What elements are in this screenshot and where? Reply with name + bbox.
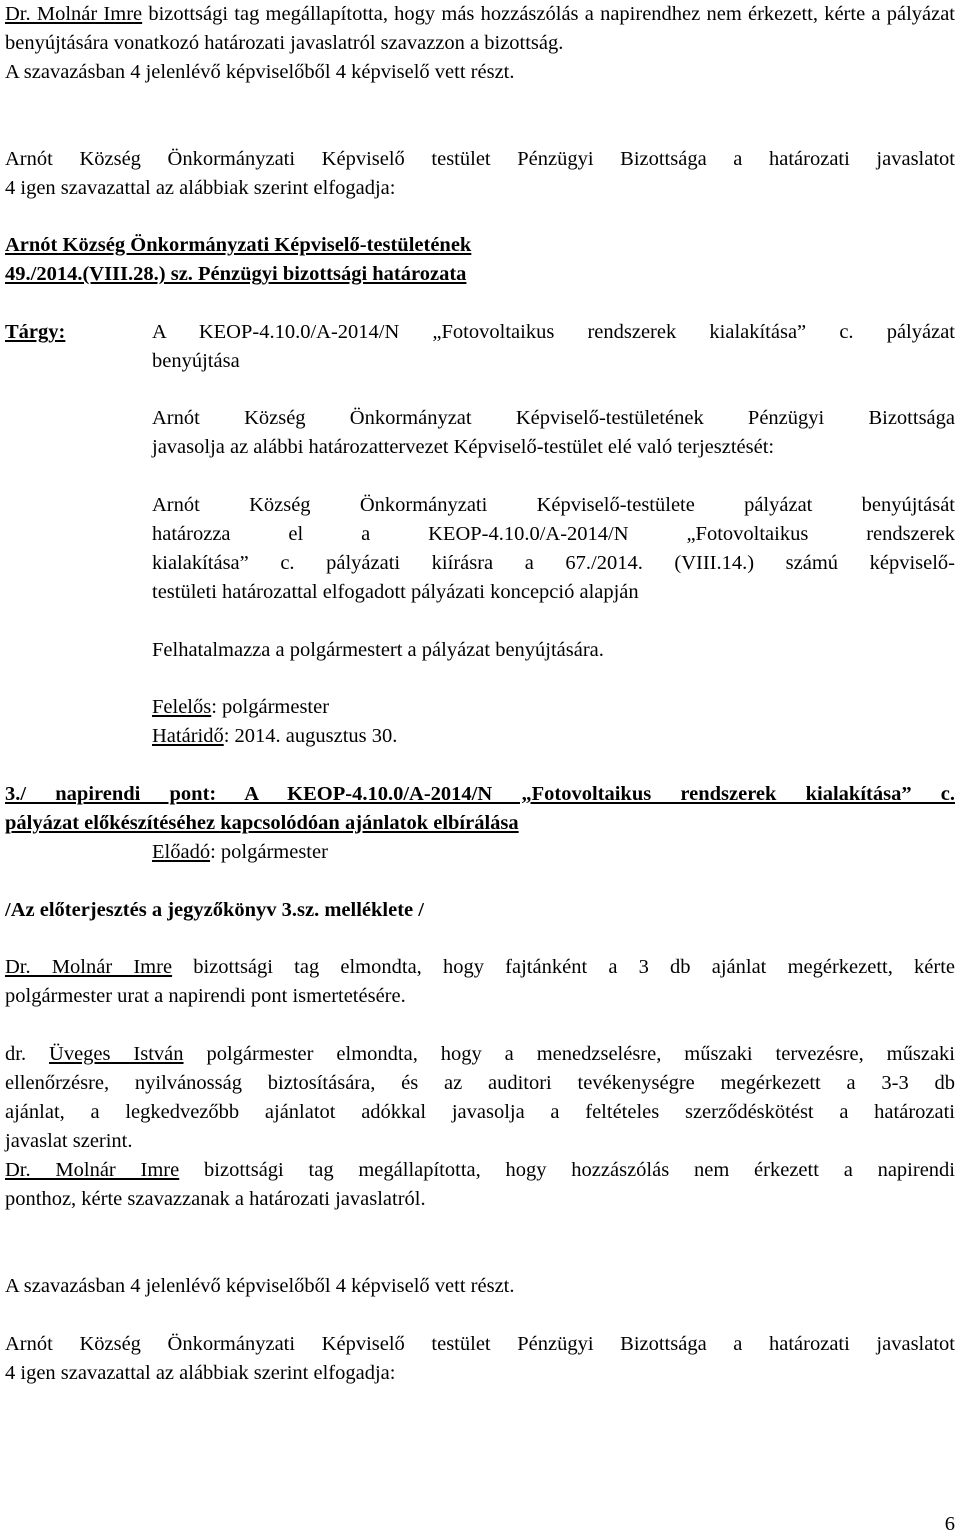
- paragraph-uveges: dr. Üveges István polgármester elmondta, hogy a menedzselésre, műszaki tervezésre, műszaki ellenőrzésre, nyilvánosság biztosítására, és az auditori tevékenységre megérkezett a 3-3 db ajánlat, a legkedvezőbb ajánlatot adókkal javasolja a feltételes szerződéskötést a határozati javaslat szerint.: [5, 1043, 955, 1152]
- subject-label: Tárgy:: [5, 321, 66, 343]
- acceptance-statement-1: [5, 145, 955, 203]
- acceptance-line-2: 4 igen szavazattal az alábbiak szerint elfogadja:: [5, 1362, 396, 1384]
- paragraph-molnar-1: [5, 0, 955, 58]
- vote-statement-1: A szavazásban 4 jelenlévő képviselőből 4 képviselő vett részt.: [5, 61, 515, 83]
- recommendation-line-1: Arnót Község Önkormányzat Képviselő-testületének Pénzügyi Bizottsága: [152, 407, 955, 429]
- resolution-heading: [5, 231, 955, 289]
- responsibility-block: [152, 693, 955, 751]
- acceptance-line-1: Arnót Község Önkormányzati Képviselő testület Pénzügyi Bizottsága a határozati javaslatot: [5, 148, 955, 170]
- page-number: 6: [944, 1513, 955, 1535]
- speaker-name: Üveges István: [49, 1043, 184, 1065]
- deadline-line: Határidő: 2014. augusztus 30.: [152, 725, 398, 747]
- recommendation-line-2: javasolja az alábbi határozattervezet Képviselő-testület elé való terjesztését:: [152, 436, 775, 458]
- recommendation: [152, 404, 955, 462]
- agenda-heading: [5, 780, 955, 838]
- acceptance-line-1: Arnót Község Önkormányzati Képviselő testület Pénzügyi Bizottsága a határozati javaslatot: [5, 1333, 955, 1355]
- acceptance-line-2: 4 igen szavazattal az alábbiak szerint elfogadja:: [5, 177, 396, 199]
- acceptance-statement-2: [5, 1330, 955, 1388]
- vote-statement-2: A szavazásban 4 jelenlévő képviselőből 4 képviselő vett részt.: [5, 1275, 515, 1297]
- agenda-line-1: 3./ napirendi pont: A KEOP-4.10.0/A-2014/N „Fotovoltaikus rendszerek kialakítása” c.: [5, 783, 955, 805]
- authorization: Felhatalmazza a polgármestert a pályázat benyújtására.: [152, 639, 604, 661]
- speaker-name: Dr. Molnár Imre: [5, 1159, 180, 1181]
- resolution-line-1: Arnót Község Önkormányzati Képviselő-testületének: [5, 234, 472, 256]
- speaker-name: Dr. Molnár Imre: [5, 956, 173, 978]
- agenda-line-2: pályázat előkészítéséhez kapcsolódóan ajánlatok elbírálása: [5, 812, 519, 834]
- subject-text: [152, 318, 955, 376]
- paragraph-text: bizottsági tag megállapította, hogy más hozzászólás a napirendhez nem érkezett, kérte a pályázat benyújtására vonatkozó határozati javaslatról szavazzon a bizottság.: [5, 3, 956, 54]
- decision-line-4: testületi határozattal elfogadott pályázati koncepció alapján: [152, 581, 639, 603]
- resolution-line-2: 49./2014.(VIII.28.) sz. Pénzügyi bizottsági határozata: [5, 263, 467, 285]
- presenter-line: Előadó: polgármester: [152, 841, 328, 863]
- decision-text: [152, 491, 955, 607]
- decision-line-1: Arnót Község Önkormányzati Képviselő-testülete pályázat benyújtását: [152, 494, 955, 516]
- paragraph-molnar-2: Dr. Molnár Imre bizottsági tag elmondta, hogy fajtánként a 3 db ajánlat megérkezett, kérte polgármester urat a napirendi pont ismertetésére.: [5, 956, 956, 1007]
- subject-line-1: A KEOP-4.10.0/A-2014/N „Fotovoltaikus rendszerek kialakítása” c. pályázat: [152, 321, 955, 343]
- subject-line-2: benyújtása: [152, 350, 240, 372]
- decision-line-3: kialakítása” c. pályázati kiírásra a 67./2014. (VIII.14.) számú képviselő-: [152, 552, 955, 574]
- paragraph-molnar-3: Dr. Molnár Imre bizottsági tag megállapította, hogy hozzászólás nem érkezett a napirendi ponthoz, kérte szavazzanak a határozati javaslatról.: [5, 1159, 956, 1210]
- attachment-note: /Az előterjesztés a jegyzőkönyv 3.sz. melléklete /: [5, 899, 424, 921]
- speaker-name: Dr. Molnár Imre: [5, 3, 143, 25]
- responsible-line: Felelős: polgármester: [152, 696, 330, 718]
- decision-line-2: határozza el a KEOP-4.10.0/A-2014/N „Fotovoltaikus rendszerek: [152, 523, 955, 545]
